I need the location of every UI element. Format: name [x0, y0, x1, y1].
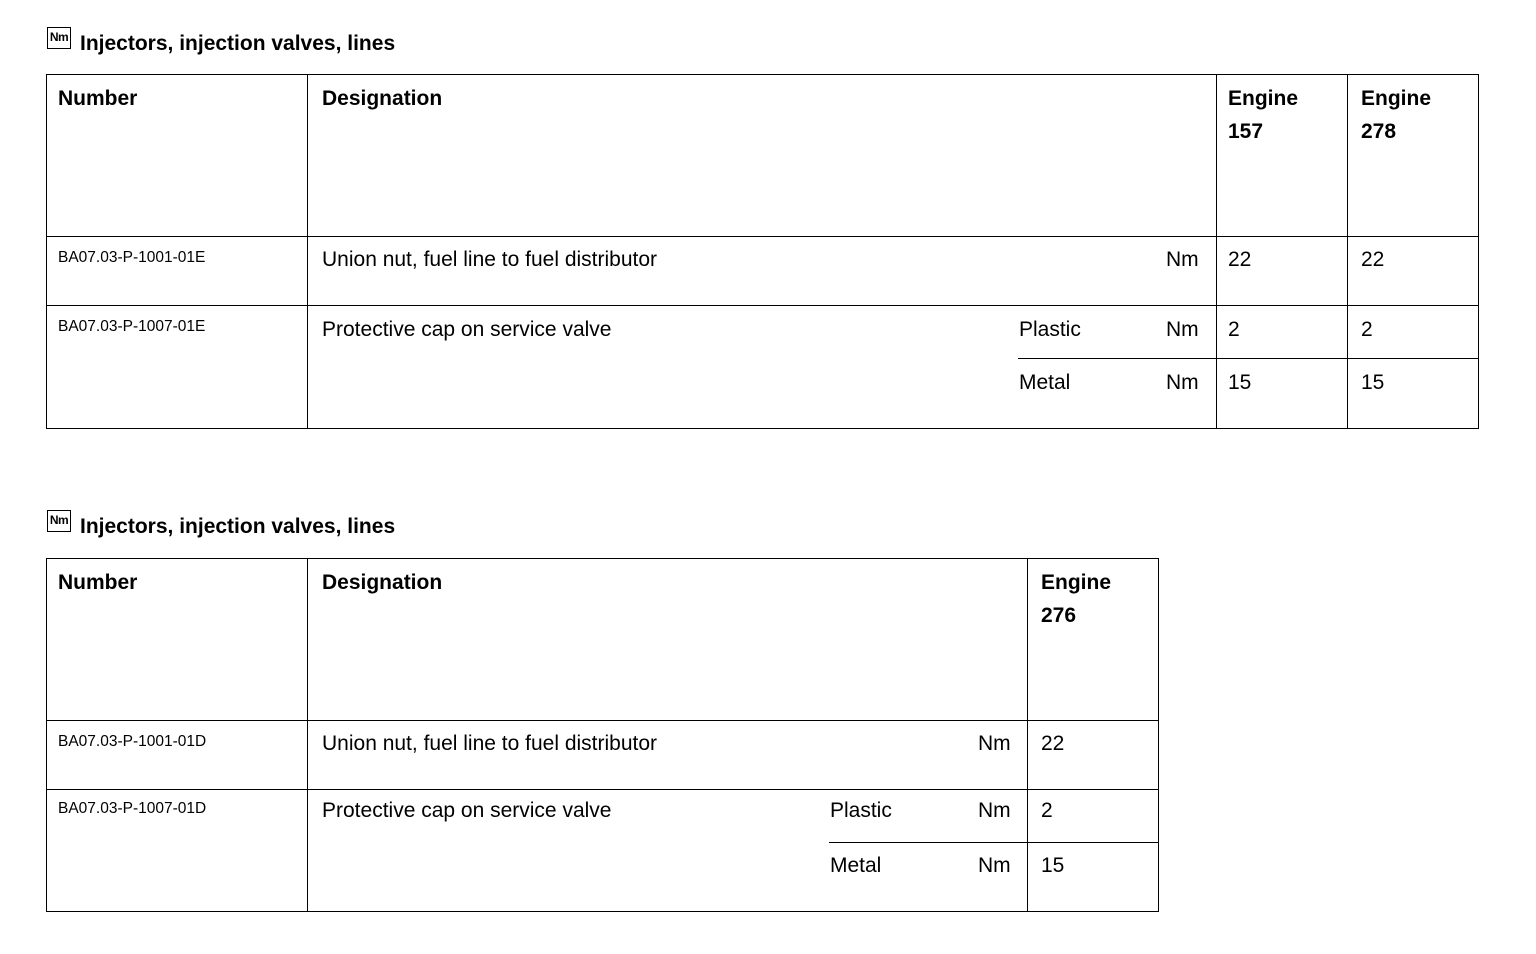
header-engine-label: Engine	[1041, 571, 1112, 594]
torque-table	[46, 74, 1479, 429]
header-engine-label: Engine	[1361, 87, 1432, 110]
header-designation: Designation	[322, 571, 443, 594]
section-title	[47, 513, 395, 541]
header-engine-label: Engine	[1228, 87, 1299, 110]
variant-label: Plastic	[1019, 318, 1081, 341]
section-title-text: Injectors, injection valves, lines	[80, 515, 396, 538]
column-divider	[1216, 75, 1217, 428]
torque-value: 2	[1228, 318, 1240, 341]
header-number: Number	[58, 571, 138, 594]
variant-label: Metal	[1019, 371, 1071, 394]
torque-nm-icon: Nm	[47, 510, 71, 532]
section-title	[47, 30, 395, 58]
designation-text: Protective cap on service valve	[322, 318, 612, 341]
part-number: BA07.03-P-1001-01E	[58, 249, 206, 266]
part-number: BA07.03-P-1001-01D	[58, 733, 207, 750]
header-engine-code: 157	[1228, 120, 1264, 143]
designation-text: Union nut, fuel line to fuel distributor	[322, 248, 658, 271]
torque-table	[46, 558, 1159, 912]
header-number: Number	[58, 87, 138, 110]
header-engine-code: 276	[1041, 604, 1077, 627]
unit-label: Nm	[978, 854, 1011, 877]
torque-value: 2	[1041, 799, 1053, 822]
torque-value: 22	[1228, 248, 1252, 271]
part-number: BA07.03-P-1007-01E	[58, 318, 206, 335]
header-engine-code: 278	[1361, 120, 1397, 143]
designation-text: Protective cap on service valve	[322, 799, 612, 822]
unit-label: Nm	[1166, 318, 1199, 341]
unit-label: Nm	[1166, 371, 1199, 394]
variant-label: Metal	[830, 854, 882, 877]
unit-label: Nm	[978, 799, 1011, 822]
column-divider	[1347, 75, 1348, 428]
column-divider	[307, 559, 308, 911]
torque-value: 2	[1361, 318, 1373, 341]
column-divider	[1027, 559, 1028, 911]
variant-divider	[1018, 358, 1478, 359]
header-designation: Designation	[322, 87, 443, 110]
unit-label: Nm	[1166, 248, 1199, 271]
row-divider	[47, 720, 1158, 721]
torque-value: 22	[1361, 248, 1385, 271]
torque-value: 15	[1361, 371, 1385, 394]
torque-value: 15	[1041, 854, 1065, 877]
header-engine	[1361, 82, 1431, 148]
header-engine	[1228, 82, 1298, 148]
row-divider	[47, 305, 1478, 306]
variant-label: Plastic	[830, 799, 892, 822]
unit-label: Nm	[978, 732, 1011, 755]
row-divider	[47, 236, 1478, 237]
torque-value: 15	[1228, 371, 1252, 394]
row-divider	[47, 789, 1158, 790]
column-divider	[307, 75, 308, 428]
designation-text: Union nut, fuel line to fuel distributor	[322, 732, 658, 755]
variant-divider	[829, 842, 1158, 843]
header-engine	[1041, 566, 1111, 632]
part-number: BA07.03-P-1007-01D	[58, 800, 207, 817]
torque-value: 22	[1041, 732, 1065, 755]
torque-nm-icon: Nm	[47, 27, 71, 49]
section-title-text: Injectors, injection valves, lines	[80, 32, 396, 55]
